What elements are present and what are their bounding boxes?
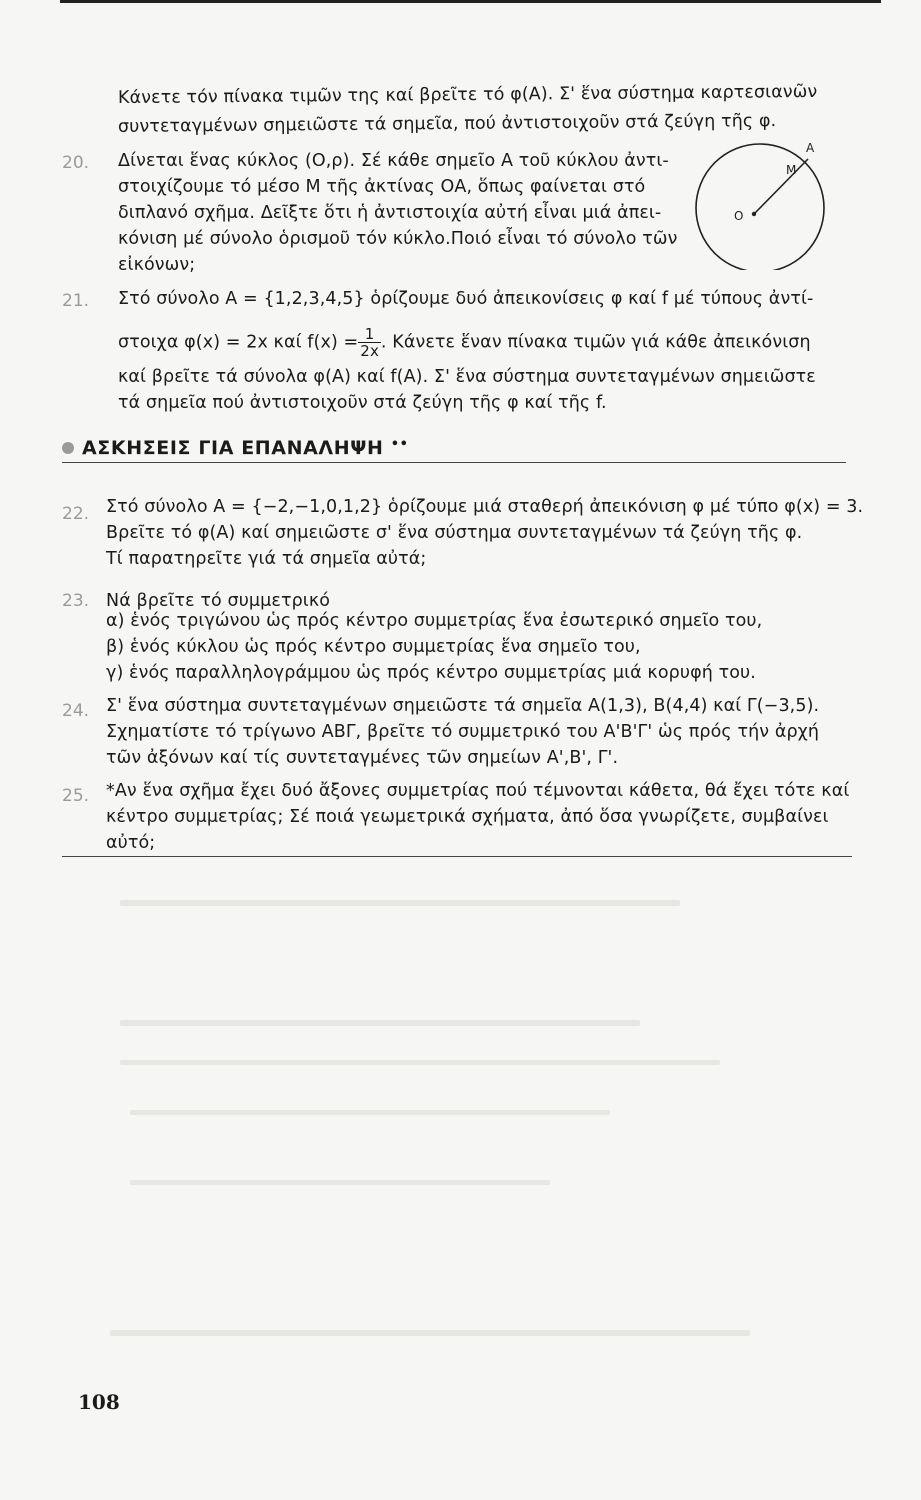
exercise-22-line-3: Τί παρατηρεῖτε γιά τά σημεῖα αὐτά; <box>106 549 427 569</box>
label-m: M <box>786 163 797 177</box>
exercise-25-line-1: *Αν ἕνα σχῆμα ἔχει δυό ἄξονες συμμετρίας πού τέμνονται κάθετα, θά ἔχει τότε καί <box>106 781 850 801</box>
exercise-20-line-5: εἰκόνων; <box>118 255 196 275</box>
fraction-denominator: 2x <box>360 342 379 360</box>
intro-line-2: συντεταγμένων σημειῶστε τά σημεῖα, πού ἀντιστοιχοῦν στά ζεύγη τῆς φ. <box>117 111 777 137</box>
exercise-20-line-4: κόνιση μέ σύνολο ὁρισμοῦ τόν κύκλο.Ποιό εἶναι τό σύνολο τῶν <box>118 229 678 249</box>
label-o: O <box>734 209 744 223</box>
exercise-21-line-2-start: στοιχα φ(x) = 2x καί f(x) = <box>118 332 359 353</box>
exercise-23-number: 23. <box>62 591 90 611</box>
exercise-24-line-2: Σχηματίστε τό τρίγωνο ΑΒΓ, βρεῖτε τό συμμετρικό του Α'Β'Γ' ὡς πρός τήν ἀρχή <box>106 722 820 742</box>
exercise-22-line-2: Βρεῖτε τό φ(Α) καί σημειῶστε σ' ἕνα σύστημα συντεταγμένων τά ζεύγη τῆς φ. <box>106 523 803 543</box>
exercise-23-line-3: β) ἑνός κύκλου ὡς πρός κέντρο συμμετρίας ἕνα σημεῖο του, <box>106 637 641 657</box>
bleed-through-mark <box>120 900 680 906</box>
exercise-21-line-4: τά σημεῖα πού ἀντιστοιχοῦν στά ζεύγη τῆς φ καί τῆς f. <box>118 393 607 413</box>
section-rule <box>62 462 846 463</box>
circle-figure <box>688 140 838 270</box>
center-point <box>752 212 756 216</box>
exercise-22-line-1: Στό σύνολο Α = {−2,−1,0,1,2} ὁρίζουμε μιά σταθερή ἀπεικόνιση φ μέ τύπο φ(x) = 3. <box>106 497 864 517</box>
bleed-through-mark <box>120 1060 720 1065</box>
exercise-24-line-1: Σ' ἕνα σύστημα συντεταγμένων σημειῶστε τά σημεῖα Α(1,3), Β(4,4) καί Γ(−3,5). <box>106 696 820 716</box>
exercise-24-number: 24. <box>62 701 90 721</box>
exercise-25-number: 25. <box>62 786 90 806</box>
exercise-21-line-2 <box>118 326 811 359</box>
exercise-21-number: 21. <box>62 291 90 311</box>
exercise-23-line-4: γ) ἑνός παραλληλογράμμου ὡς πρός κέντρο συμμετρίας μιά κορυφή του. <box>106 663 756 683</box>
bullet-dot-icon <box>62 442 74 454</box>
exercise-25-line-2: κέντρο συμμετρίας; Σέ ποιά γεωμετρικά σχήματα, ἀπό ὅσα γνωρίζετε, συμβαίνει <box>106 807 829 827</box>
exercise-21-line-3: καί βρεῖτε τά σύνολα φ(Α) καί f(Α). Σ' ἕνα σύστημα συντεταγμένων σημειῶστε <box>118 367 816 387</box>
page-number: 108 <box>78 1390 120 1414</box>
bleed-through-mark <box>110 1330 750 1336</box>
intro-line-1: Κάνετε τόν πίνακα τιμῶν της καί βρεῖτε τό φ(Α). Σ' ἕνα σύστημα καρτεσιανῶν <box>117 81 818 109</box>
exercise-21-line-2-end: . Κάνετε ἕναν πίνακα τιμῶν γιά κάθε ἀπεικόνιση <box>380 332 811 353</box>
exercise-22-number: 22. <box>62 504 90 524</box>
exercise-23-line-1: Νά βρεῖτε τό συμμετρικό <box>106 591 331 611</box>
bleed-through-mark <box>130 1110 610 1115</box>
exercise-20-line-2: στοιχίζουμε τό μέσο Μ τῆς ἀκτίνας ΟΑ, ὅπως φαίνεται στό <box>118 177 646 197</box>
difficulty-marks: •• <box>390 437 409 452</box>
exercise-25-line-3: αὐτό; <box>106 833 156 853</box>
bleed-through-mark <box>130 1180 550 1185</box>
section-heading <box>62 437 409 459</box>
fraction <box>358 326 381 359</box>
bleed-through-mark <box>120 1020 640 1026</box>
exercise-20-number: 20. <box>62 153 90 173</box>
bottom-rule <box>62 856 852 857</box>
top-border <box>60 0 881 3</box>
exercise-21-line-1: Στό σύνολο Α = {1,2,3,4,5} ὁρίζουμε δυό ἀπεικονίσεις φ καί f μέ τύπους ἀντί- <box>118 289 814 309</box>
radius-oa <box>754 159 808 214</box>
exercise-23-line-2: α) ἑνός τριγώνου ὡς πρός κέντρο συμμετρίας ἕνα ἐσωτερικό σημεῖο του, <box>106 611 763 631</box>
exercise-20-line-1: Δίνεται ἕνας κύκλος (Ο,ρ). Σέ κάθε σημεῖο Α τοῦ κύκλου ἀντι- <box>118 151 669 171</box>
section-title: ΑΣΚΗΣΕΙΣ ΓΙΑ ΕΠΑΝΑΛΗΨΗ <box>82 437 384 459</box>
label-a: A <box>806 141 815 155</box>
exercise-24-line-3: τῶν ἀξόνων καί τίς συντεταγμένες τῶν σημείων Α',Β', Γ'. <box>106 748 619 768</box>
fraction-numerator: 1 <box>358 326 381 343</box>
exercise-20-line-3: διπλανό σχῆμα. Δεῖξτε ὅτι ἡ ἀντιστοιχία αὐτή εἶναι μιά ἀπει- <box>118 203 662 223</box>
